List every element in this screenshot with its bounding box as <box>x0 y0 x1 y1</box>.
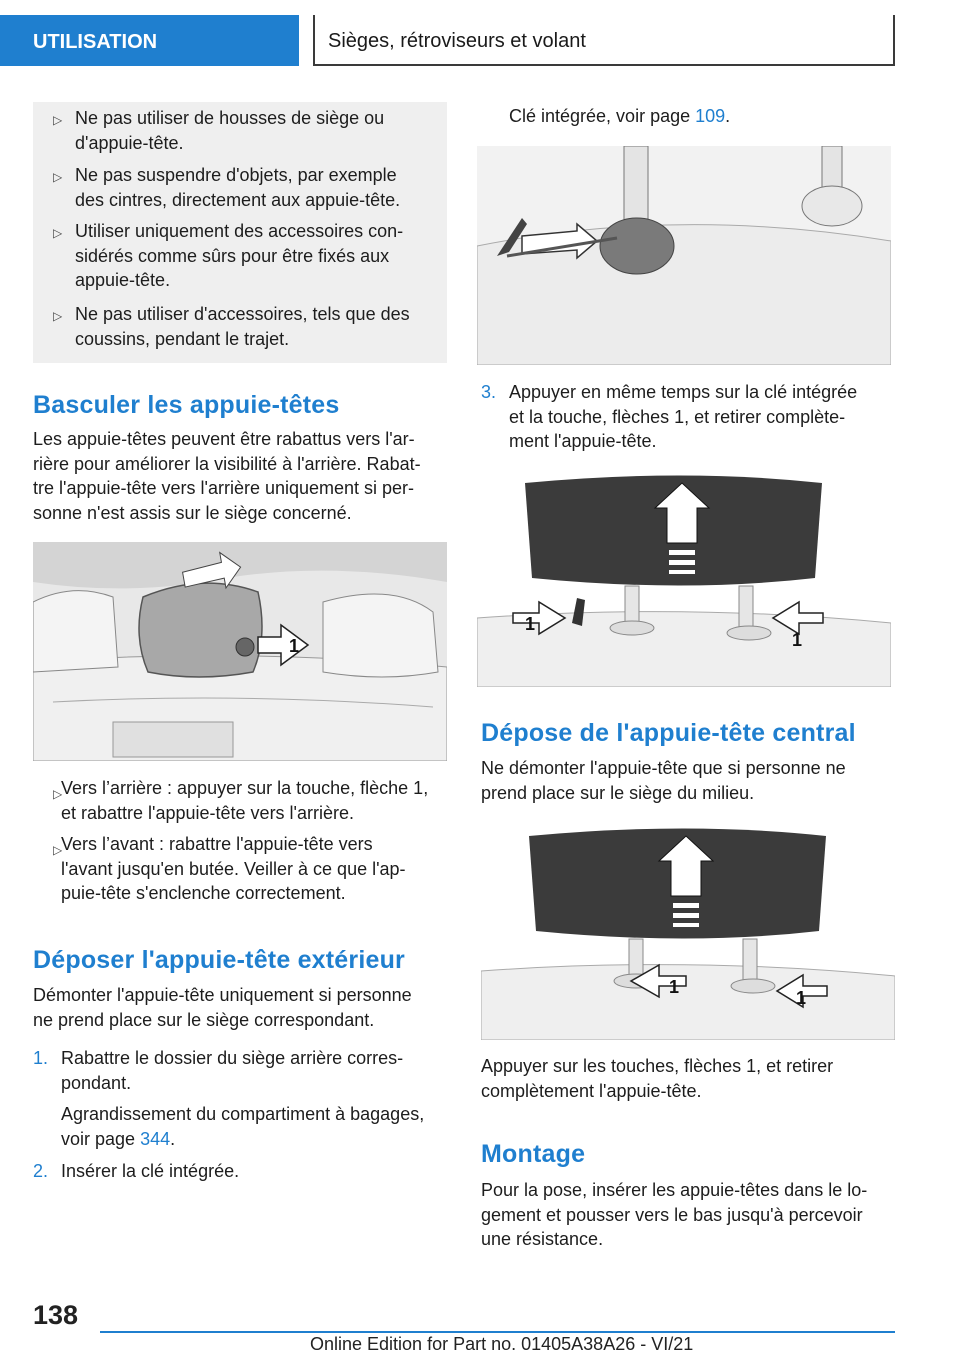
step-1: Rabattre le dossier du siège arrière corres- pondant. <box>61 1048 404 1093</box>
figure-remove-headrest <box>477 468 891 687</box>
step-number: 1. <box>33 1048 49 1068</box>
box-bullet-4: Ne pas utiliser d'accessoires, tels que des coussins, pendant le trajet. <box>75 304 410 349</box>
chapter-title: Sièges, rétroviseurs et volant <box>328 30 586 52</box>
page-link-109[interactable]: 109 <box>695 106 726 126</box>
step-2: Insérer la clé intégrée. <box>61 1161 240 1181</box>
step-1-reference: Agrandissement du compartiment à bagages, voir page 344. <box>61 1104 425 1149</box>
step-number: 2. <box>33 1161 49 1181</box>
triangle-bullet-icon: ▷ <box>53 309 63 323</box>
figure-key-insert <box>477 146 891 365</box>
heading-montage: Montage <box>481 1140 586 1168</box>
figure-callout: 1 <box>792 630 803 650</box>
paragraph-touches: Appuyer sur les touches, flèches 1, et retirer complètement l'appuie-tête. <box>481 1056 834 1101</box>
section-title: UTILISATION <box>33 31 158 53</box>
figure-callout: 1 <box>525 614 536 634</box>
paragraph-montage: Pour la pose, insérer les appuie-têtes dans le lo- gement et pousser vers le bas jusqu'à percevoir une résistance. <box>481 1180 868 1249</box>
triangle-bullet-icon: ▷ <box>53 843 63 857</box>
warning-box <box>33 102 447 363</box>
triangle-bullet-icon: ▷ <box>53 226 63 240</box>
footer-edition: Online Edition for Part no. 01405A38A26 - VI/21 <box>310 1334 694 1354</box>
paragraph-deposer: Démonter l'appuie-tête uniquement si personne ne prend place sur le siège correspondant. <box>33 985 412 1030</box>
triangle-bullet-icon: ▷ <box>53 787 63 801</box>
key-reference: Clé intégrée, voir page 109. <box>509 106 731 126</box>
box-bullet-3: Utiliser uniquement des accessoires con- sidérés comme sûrs pour être fixés aux appuie-tête. <box>75 221 404 290</box>
section-tab <box>0 15 299 66</box>
page-link-344[interactable]: 344 <box>140 1128 171 1149</box>
footer-rule <box>100 1331 895 1333</box>
box-bullet-2: Ne pas suspendre d'objets, par exemple des cintres, directement aux appuie-tête. <box>75 165 401 210</box>
triangle-bullet-icon: ▷ <box>53 113 63 127</box>
heading-deposer: Déposer l'appuie-tête extérieur <box>33 946 405 974</box>
page-number: 138 <box>33 1300 79 1330</box>
paragraph-central: Ne démonter l'appuie-tête que si personne ne prend place sur le siège du milieu. <box>481 758 846 803</box>
heading-basculer: Basculer les appuie-têtes <box>33 391 340 419</box>
figure-callout: 1 <box>669 977 680 997</box>
triangle-bullet-icon: ▷ <box>53 170 63 184</box>
figure-headrest-tilt <box>33 542 447 761</box>
chapter-tab <box>313 15 895 66</box>
paragraph-basculer: Les appuie-têtes peuvent être rabattus vers l'ar- rière pour améliorer la visibilité à l'arrière. Rabat- tre l'appuie-tête vers l'arrière uniquement si per- sonne n'est assis sur le siège concerné. <box>33 429 421 523</box>
figure-central-headrest <box>481 821 895 1040</box>
heading-central: Dépose de l'appuie-tête central <box>481 719 856 747</box>
step-3: Appuyer en même temps sur la clé intégrée et la touche, flèches 1, et retirer complète- ment l'appuie-tête. <box>509 382 858 451</box>
figure-callout: 1 <box>289 636 300 656</box>
box-bullet-1: Ne pas utiliser de housses de siège ou d'appuie-tête. <box>75 108 385 153</box>
step-number: 3. <box>481 382 497 402</box>
figure-callout: 1 <box>796 988 807 1008</box>
bullet-arriere: Vers l’arrière : appuyer sur la touche, flèche 1, et rabattre l'appuie-tête vers l'arrière. <box>61 778 429 823</box>
bullet-avant: Vers l’avant : rabattre l'appuie-tête vers l'avant jusqu'en butée. Veiller à ce que l'ap- puie-tête s'enclenche correctement. <box>61 834 406 903</box>
